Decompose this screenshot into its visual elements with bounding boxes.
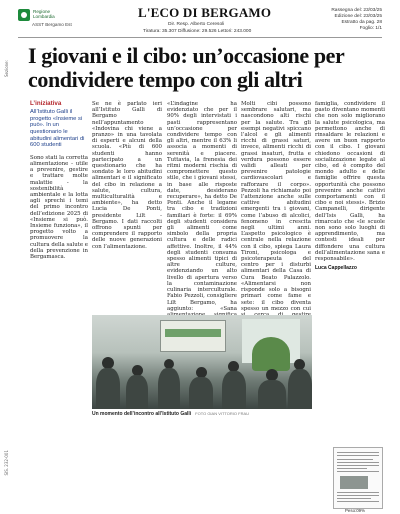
article-lead: All’Istituto Galli il progetto «Insieme si può». In un questionario le abitudini alimentari di 600 studenti xyxy=(30,109,85,149)
side-code-bottom: SIS. 232-001 xyxy=(4,450,9,476)
audience-body xyxy=(258,380,286,409)
article-column-5 xyxy=(315,101,385,271)
audience-body xyxy=(126,375,148,409)
meta-estratto: Estratto da pag. 28 xyxy=(341,20,382,25)
audience-body xyxy=(158,368,180,409)
article-headline: I giovani e il cibo: un’occasione per condividere tempo con gli altri xyxy=(28,43,345,92)
projection-screen xyxy=(160,320,226,352)
logo-subtitle: ASST Bergamo Est xyxy=(32,22,72,27)
lombardia-logo-icon xyxy=(18,9,30,21)
column-1-text: Sono stati la corretta alimentazione - utile a prevenire, gestire e trattare molte malattie - la sostenibilità ambientale e la lotta agli sprechi i temi del primo incontro dell’edizione 2025 di «Insieme si può. Insieme funziona», il progetto volto a promuovere la cultura della salute e della prevenzione in Bergamasca. xyxy=(30,154,88,261)
article-column-3 xyxy=(167,101,237,337)
caption-text: Un momento dell’incontro all’Istituto Galli xyxy=(92,411,192,417)
logo-line-1: Regione xyxy=(33,9,51,14)
article-author: Luca Cappellazzo xyxy=(315,265,357,272)
article-kicker: L’iniziativa xyxy=(30,100,62,107)
region-logo xyxy=(18,9,55,21)
audience-body xyxy=(96,368,120,409)
column-3-text: «L’indagine ha evidenziato che per il 90% degli intervistati i pasti rappresentano un’occasione per condividere tempo con gli altri, mentre il 63% li associa a momenti di serenità e piacere. Tuttavia, la frenesia dei ritmi moderni rischia di compromettere questo stile, che i giovani stessi, in base alle risposte date, desiderano recuperare», ha detto De Ponti. Anche il legame tra cibo e tradizioni familiari è forte: il 69% degli studenti considera gli alimenti come simbolo della propria cultura e delle radici affettive. Inoltre, il 44% degli studenti consuma spesso alimenti tipici di altre culture, evidenziando un alto livello di apertura verso la contaminazione culinaria interculturale. Fabio Pezzoli, consigliere Lilt Bergamo, ha aggiunto: «Sana xyxy=(167,101,237,312)
meta-rassegna: Rassegna del: 23/03/25 xyxy=(331,8,382,13)
photo-plant xyxy=(252,337,290,371)
audience-body xyxy=(222,371,246,409)
audience-body xyxy=(189,377,213,409)
logo-line-2: Lombardia xyxy=(33,14,55,20)
meta-edizione: Edizione del: 23/03/25 xyxy=(334,14,382,19)
logo-text xyxy=(33,9,55,19)
page-thumbnail xyxy=(333,447,383,509)
side-code: Sezione: xyxy=(4,60,9,78)
article-column-1 xyxy=(30,101,88,260)
photo-credit: FOTO GIAN VITTORIO FRAU xyxy=(195,411,250,416)
column-2-text: Se ne è parlato ieri all’Istituto Galli di Bergamo nell’appuntamento «Indovina chi viene a pranzo» in una tavolata di esperti e alcuni della scuola. «Più di 600 studenti hanno partecipato a un questionario che ha sondato le loro abitudini alimentari e il significato del cibo in relazione a salute, cultura, multiculturalità e ambiente», ha detto Lucia De Ponti, presidente Lilt - Bergamo. I dati raccolti offrono spunti per comprendere il rapporto delle nuove generazioni con l’alimentazione. xyxy=(92,101,162,250)
masthead-title: L'ECO DI BERGAMO xyxy=(138,5,272,20)
circulation-line: Tiratura: 35.307 Diffusione: 29.526 Lettori: 243.000 xyxy=(143,29,252,34)
director-line: Dir. Resp. Alberto Ceresoli xyxy=(168,22,225,27)
article-photo xyxy=(92,315,312,409)
header-divider xyxy=(18,37,382,38)
meta-foglio: Foglio: 1/1 xyxy=(359,26,382,31)
column-4-text: Molti cibi possono sembrare salutari, ma nascondono alti rischi per la salute. Tra gli esempi negativi spiccano l’alcol e gli alimenti ricchi di grassi saturi, invece, alimenti ricchi di grassi insaturi, frutta e verdura possono essere validi alleati per prevenire patologie cardiovascolari e rafforzare il corpo». Pezzoli ha richiamato poi l’attenzione anche sulle cattive abitudini emergenti tra i giovani, come l’abuso di alcolici, fenomeno in crescita negli ultimi anni. L’aspetto psicologico è centrale nella relazione con il cibo, spiega Laura Tironi, psicologa e psicoterapeuta del centro per i disturbi alimentari della Casa di Cura Beato Palazzolo. «Alimentarsi non risponde solo a bisogni primari come fame e sete: il cibo diventa spesso un mezzo con cui xyxy=(241,101,311,312)
page-weight: Peso:09% xyxy=(345,508,366,513)
clipping-meta xyxy=(331,8,382,32)
photo-caption xyxy=(92,411,317,417)
column-5-text: famiglia, condividere il pasto diventano momenti che non solo migliorano la salute psicologica, ma permettono anche di rinsaldare le relazioni e avere un buon rapporto con il cibo. I giovani chiedono occasioni di socializzazione legate al cibo, ed è compito del mondo adulto e delle famiglie offrire questa opportunità che possono prevenire anche cattivi comportamenti con il cibo e noi stessi». Brizio Campanelli, dirigente dell’Isis Galli, ha rimarcato che «le scuole non sono solo luoghi di apprendimento, ma contesti ideali per diffondere una cultura dell’alimentazione sana e responsabile». xyxy=(315,101,385,263)
audience-body xyxy=(288,369,312,409)
article-column-2 xyxy=(92,101,162,250)
